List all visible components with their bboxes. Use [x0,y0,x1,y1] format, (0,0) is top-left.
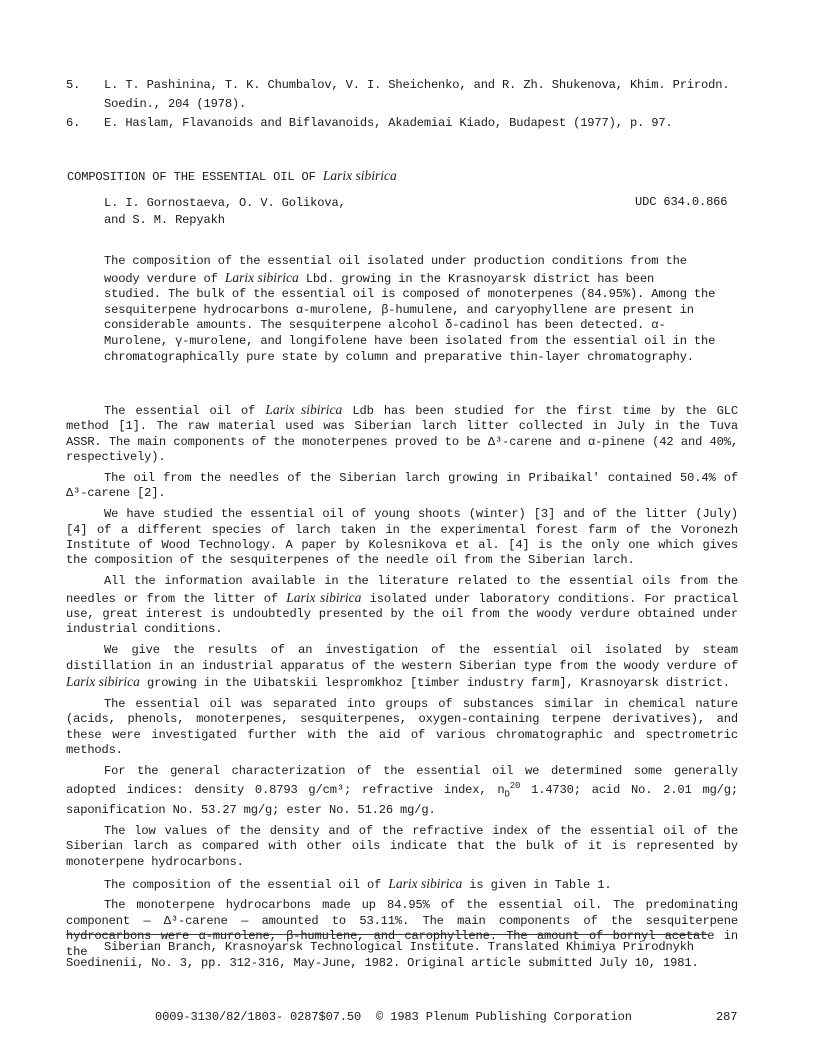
affiliation-footnote: Siberian Branch, Krasnoyarsk Technological Institute. Translated Khimiya Prirodnykh Soedinenii, No. 3, pp. 312-316, May-June, 1982. Original article submitted July 10, 1981. [66,940,699,970]
abstract-text: The composition of the essential oil isolated under production conditions from the woody verdure of [104,254,687,286]
page-number: 287 [716,1010,738,1024]
reference-number: 5. [66,78,81,92]
author-line: L. I. Gornostaeva, O. V. Golikova, [104,196,346,210]
paragraph-text: The essential oil of [104,404,266,418]
species-name: Larix sibirica [265,402,343,417]
title-text: COMPOSITION OF THE ESSENTIAL OIL OF [67,170,323,184]
paragraph [66,764,738,819]
article-code: 0009-3130/82/1803- 0287$07.50 [155,1010,362,1024]
paragraph: The essential oil was separated into groups of substances similar in chemical nature (acids, phenols, monoterpenes, sesquiterpenes, oxygen-containing terpene derivatives), and these were investigated further with the aid of various chromatographic and spectrometric methods. [66,696,738,758]
publisher-line: © 1983 Plenum Publishing Corporation [376,1010,632,1024]
author-list [104,195,346,229]
paragraph [66,402,738,466]
abstract-text: Lbd. growing in the Krasnoyarsk district has been studied. The bulk of the essential oil is composed of monoterpenes (84.95%). Among the sesquiterpene hydrocarbons α-murolene, β-humulene, and caryophyllene are present in considerable amounts. The sesquiterpene alcohol δ-cadinol has been detected. α-Murolene, γ-murolene, and longifolene have been isolated from the essential oil in the chromatographically pure state by column and preparative thin-layer chromatography. [104,271,716,364]
reference-item [66,114,756,133]
article-title [67,168,397,184]
paragraph: The oil from the needles of the Siberian larch growing in Pribaikal' contained 50.4% of Δ³-carene [2]. [66,471,738,501]
paragraph-text: 1.4730; acid No. 2.01 mg/g; saponification No. 53.27 mg/g; ester No. 51.26 mg/g. [66,783,738,818]
subscript: D [504,789,510,800]
paragraph-text: We give the results of an investigation of the essential oil isolated by steam distillation in an industrial apparatus of the western Siberian type from the woody verdure of [66,643,738,673]
paragraph-text: Ldb has been studied for the first time by the GLC method [1]. The raw material used was Siberian larch litter collected in July in the Tuva ASSR. The main components of the monoterpenes proved to be Δ³-carene and α-pinene (42 and 40%, respectively). [66,404,738,465]
paragraph-text: For the general characterization of the essential oil we determined some generally adopted indices: density 0.8793 g/cm³; refractive index, n [66,763,738,798]
paragraph [66,574,738,638]
reference-text: E. Haslam, Flavanoids and Biflavanoids, Akademiai Kiado, Budapest (1977), p. 97. [104,116,673,130]
udc-code: UDC 634.0.866 [635,195,728,209]
paragraph [66,643,738,691]
abstract [104,254,716,365]
paragraph [66,876,738,893]
paragraph: We have studied the essential oil of young shoots (winter) [3] and of the litter (July) [4] of a different species of larch taken in the experimental forest farm of the Voronezh Institute of Wood Technology. A paper by Kolesnikova et al. [4] is the only one which gives the composition of the sesquiterpenes of the needle oil from the Siberian larch. [66,507,738,568]
paragraph: The monoterpene hydrocarbons made up 84.95% of the essential oil. The predominating component — Δ³-carene — amounted to 53.11%. The main components of the sesquiterpene hydrocarbons were α-murolene, β-humulene, and carophyllene. The amount of bornyl acetate in the [66,898,738,959]
paragraph-text: growing in the Uibatskii lespromkhoz [timber industry farm], Krasnoyarsk district. [139,676,730,691]
species-name: Larix sibirica [224,269,299,285]
paragraph-text: isolated under laboratory conditions. For practical use, great interest is undoubtedly presented by the oil from the woody verdure obtained under industrial conditions. [66,591,738,637]
article-body [66,402,738,965]
paragraph-text: All the information available in the literature related to the essential oils from the needles or from the litter of [66,574,738,606]
species-name: Larix sibirica [66,674,140,690]
paragraph-text: The composition of the essential oil of [104,877,389,892]
title-species: Larix sibirica [322,168,397,183]
reference-item [66,76,756,114]
footnote-divider [66,934,708,935]
paragraph-text: is given in Table 1. [462,877,612,892]
reference-number: 6. [66,116,81,130]
author-line: and S. M. Repyakh [104,213,225,227]
species-name: Larix sibirica [286,589,362,605]
reference-text: L. T. Pashinina, T. K. Chumbalov, V. I. Sheichenko, and R. Zh. Shukenova, Khim. Prirodn. Soedin., 204 (1978). [104,78,730,111]
paragraph: The low values of the density and of the refractive index of the essential oil of the Siberian larch as compared with other oils indicate that the bulk of it is represented by monoterpene hydrocarbons. [66,823,738,869]
superscript: 20 [509,781,521,792]
reference-list [66,76,756,133]
species-name: Larix sibirica [388,875,463,891]
